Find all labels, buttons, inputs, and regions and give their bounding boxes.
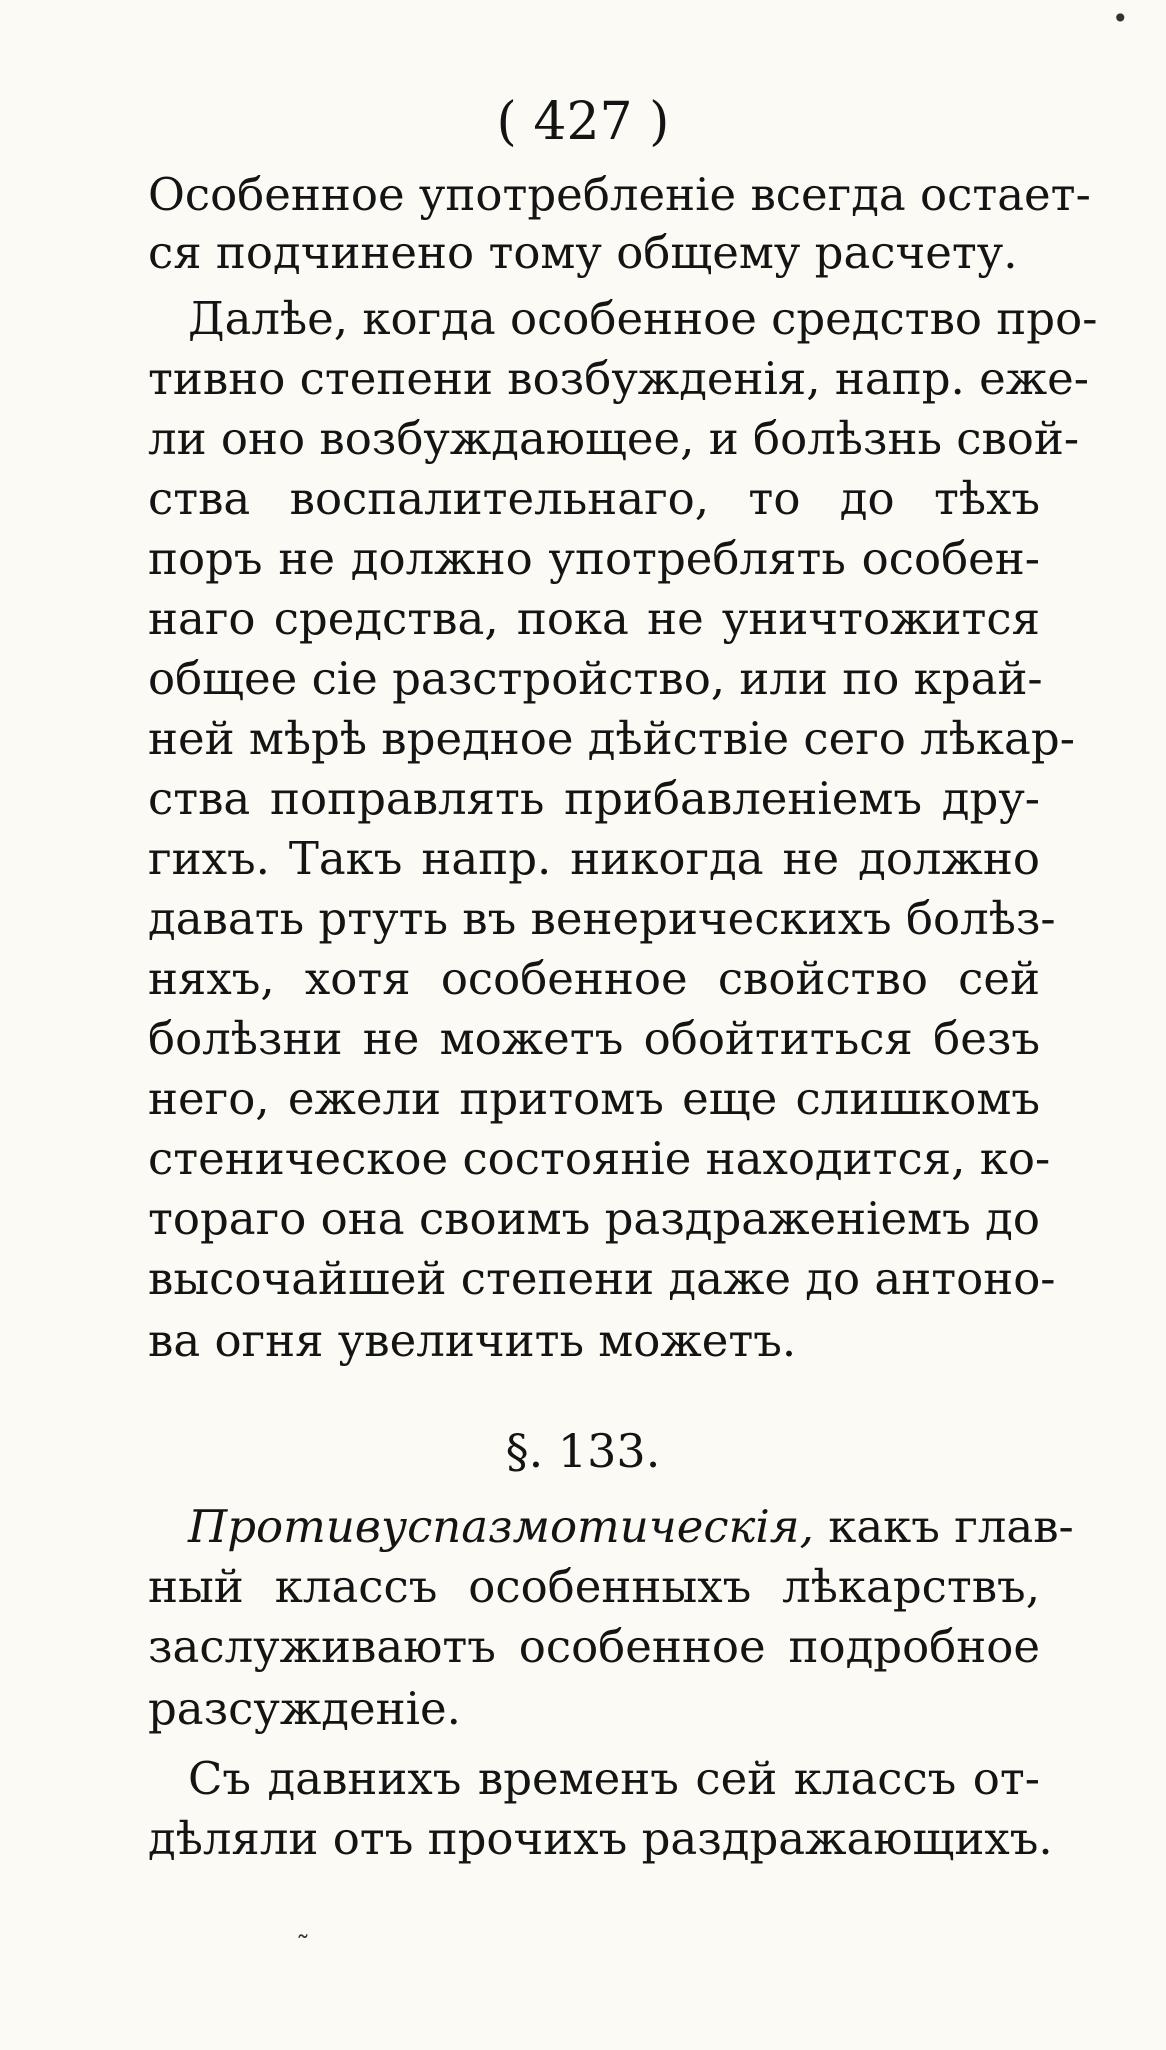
text-line: ся подчинено тому общему расчету. <box>148 226 1018 279</box>
text-line: общее сiе разстройство, или по край- <box>148 652 1043 705</box>
text-line: ней мѣрѣ вредное дѣйствiе сего лѣкар- <box>148 712 1075 765</box>
text-line: Далѣе, когда особенное средство про- <box>188 292 1098 345</box>
bottom-mark: ˜ <box>296 1930 310 1963</box>
text-line: поръ не должно употреблять особен- <box>148 532 1040 585</box>
corner-mark: • <box>1112 2 1129 35</box>
text-fragment: какъ глав- <box>828 1500 1074 1553</box>
text-line: ва огня увеличить можетъ. <box>148 1314 797 1367</box>
text-line: ли оно возбуждающее, и болѣзнь свой- <box>148 412 1080 465</box>
text-line: ства поправлять прибавленiемъ дру- <box>148 772 1040 825</box>
section-heading: §. 133. <box>505 1424 661 1478</box>
italic-term: Противуспазмотическiя, <box>188 1500 814 1553</box>
text-line: дѣляли отъ прочихъ раздражающихъ. <box>148 1812 1053 1865</box>
text-line: стеническое состоянiе находится, ко- <box>148 1132 1051 1185</box>
text-line: наго средства, пока не уничтожится <box>148 592 1040 645</box>
page-number: ( 427 ) <box>496 92 670 152</box>
text-line: Особенное употребленiе всегда остает- <box>148 168 1091 221</box>
text-line: него, ежели притомъ еще слишкомъ <box>148 1072 1040 1125</box>
text-line: давать ртуть въ венерическихъ болѣз- <box>148 892 1056 945</box>
text-line: разсужденiе. <box>148 1682 461 1735</box>
text-line: заслуживаютъ особенное подробное <box>148 1620 1040 1673</box>
text-line: ства воспалительнаго, то до тѣхъ <box>148 472 1040 525</box>
text-line: ный классъ особенныхъ лѣкарствъ, <box>148 1560 1040 1613</box>
text-line: Съ давнихъ временъ сей классъ от- <box>188 1752 1040 1805</box>
text-line <box>188 1498 1074 1556</box>
text-line: няхъ, хотя особенное свойство сей <box>148 952 1040 1005</box>
text-line: болѣзни не можетъ обойтиться безъ <box>148 1012 1040 1065</box>
text-line: тораго она своимъ раздраженiемъ до <box>148 1192 1040 1245</box>
text-line: высочайшей степени даже до антоно- <box>148 1252 1056 1305</box>
text-line: гихъ. Такъ напр. никогда не должно <box>148 832 1040 885</box>
text-line: тивно степени возбужденiя, напр. еже- <box>148 352 1090 405</box>
